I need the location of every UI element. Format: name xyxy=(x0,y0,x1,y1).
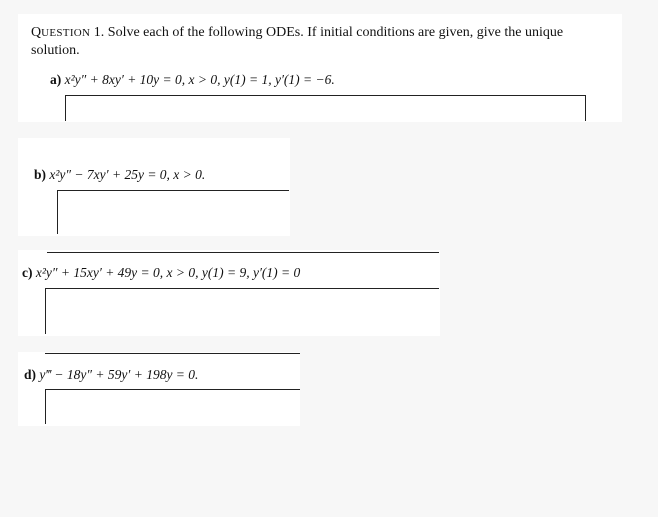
question-label-rest: UESTION xyxy=(41,27,91,39)
problem-d-equation: y‴ − 18y″ + 59y′ + 198y = 0. xyxy=(39,367,199,382)
answer-c-input[interactable] xyxy=(46,289,438,334)
problem-d xyxy=(24,367,198,383)
answer-b-input[interactable] xyxy=(58,191,288,234)
question-label-first: Q xyxy=(31,25,42,40)
answer-a-right-line xyxy=(585,95,586,121)
problem-b-label: b) xyxy=(34,167,47,182)
problem-b-equation: x²y″ − 7xy′ + 25y = 0, x > 0. xyxy=(49,167,206,182)
answer-a-input[interactable] xyxy=(66,96,585,121)
answer-d-input[interactable] xyxy=(46,390,299,424)
problem-a-label: a) xyxy=(50,72,62,87)
question-heading xyxy=(31,24,563,42)
problem-c xyxy=(22,265,300,281)
problem-c-equation: x²y″ + 15xy′ + 49y = 0, x > 0, y(1) = 9, y′(1) = 0 xyxy=(35,265,301,280)
problem-c-label: c) xyxy=(22,265,33,280)
problem-d-label: d) xyxy=(24,367,37,382)
problem-a-equation: x²y″ + 8xy′ + 10y = 0, x > 0, y(1) = 1, y′(1) = −6. xyxy=(64,72,335,87)
question-number: 1. xyxy=(93,25,105,40)
separator-above-d xyxy=(45,353,300,354)
problem-b xyxy=(34,167,205,183)
question-text-line1: Solve each of the following ODEs. If initial conditions are given, give the unique xyxy=(107,25,564,40)
problem-a xyxy=(50,72,335,88)
separator-above-c xyxy=(47,252,439,253)
question-text-line2: solution. xyxy=(31,43,80,58)
